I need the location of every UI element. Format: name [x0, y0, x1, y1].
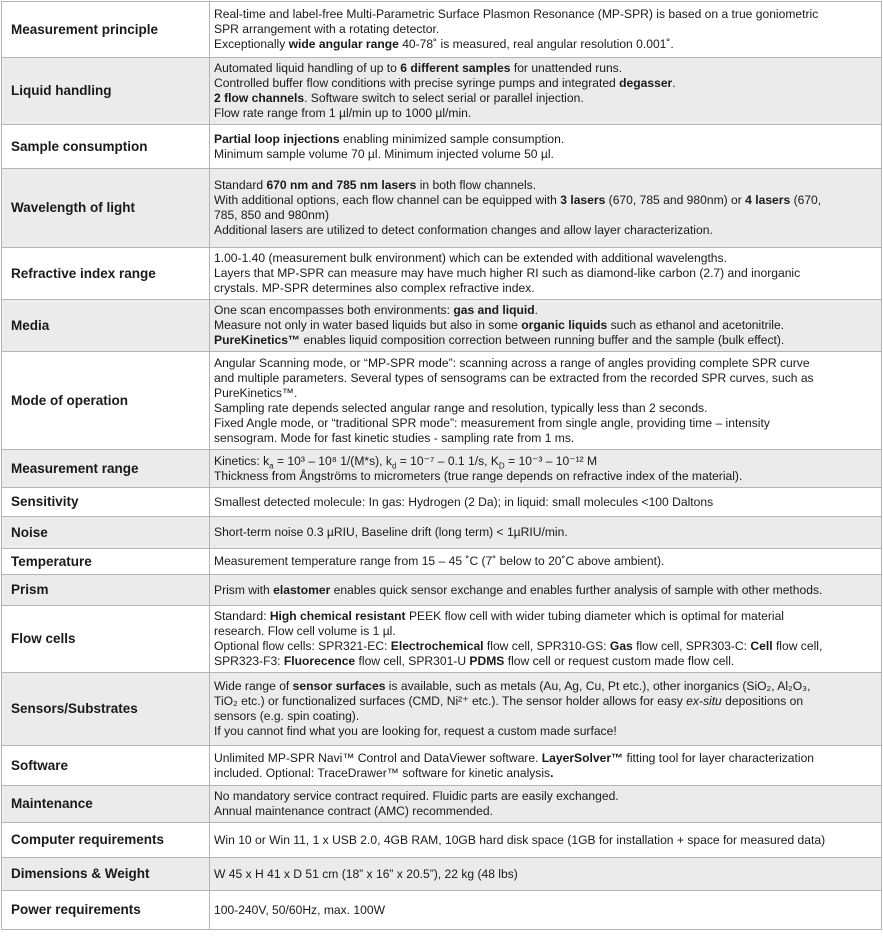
spec-row-liquid-handling	[2, 58, 882, 125]
spec-value	[210, 488, 882, 517]
spec-label: Power requirements	[2, 891, 210, 930]
spec-label: Flow cells	[2, 606, 210, 673]
spec-row-sensitivity	[2, 488, 882, 517]
text-segment: such as ethanol and acetonitrile.	[607, 318, 785, 332]
spec-label: Media	[2, 300, 210, 352]
spec-value-line	[214, 266, 875, 281]
spec-value	[210, 746, 882, 786]
text-segment: 100-240V, 50/60Hz, max. 100W	[214, 902, 385, 917]
spec-row-temperature	[2, 549, 882, 575]
text-segment: sensogram. Mode for fast kinetic studies - sampling rate from 1 ms.	[214, 430, 575, 445]
spec-value	[210, 606, 882, 673]
emphasis-text: Partial loop injections	[214, 131, 340, 146]
spec-value-line	[214, 903, 875, 918]
spec-value-line	[214, 106, 875, 121]
spec-value-line	[214, 91, 875, 106]
text-segment: = 10⁻⁷ – 0.1 1/s, K	[396, 453, 499, 468]
emphasis-text: 4 lasers	[745, 193, 791, 207]
text-segment: flow cell or request custom made flow cell.	[504, 654, 735, 668]
text-segment: Prism with	[214, 582, 274, 597]
spec-value-line	[214, 583, 875, 598]
spec-row-flow-cells	[2, 606, 882, 673]
emphasis-text: gas and liquid	[453, 303, 535, 317]
spec-value-line	[214, 431, 875, 446]
emphasis-text: elastomer	[273, 582, 331, 597]
emphasis-text: wide angular range	[288, 37, 399, 51]
spec-label: Sample consumption	[2, 125, 210, 169]
text-segment: is available, such as metals (Au, Ag, Cu, Pt etc.), other inorganics (SiO₂, Al₂O₃,	[385, 679, 811, 693]
text-segment: fitting tool for layer characterization	[623, 750, 815, 765]
text-segment: crystals. MP-SPR determines also complex refractive index.	[214, 281, 535, 295]
text-segment: included. Optional: TraceDrawer™ software for kinetic analysis	[214, 765, 551, 780]
spec-value-line	[214, 193, 875, 208]
spec-label: Dimensions & Weight	[2, 858, 210, 891]
spec-value-line	[214, 804, 875, 819]
spec-value	[210, 248, 882, 300]
spec-value-line	[214, 356, 875, 371]
text-segment: flow cell,	[772, 639, 823, 653]
text-segment: Controlled buffer flow conditions with precise syringe pumps and integrated	[214, 76, 620, 90]
spec-value	[210, 549, 882, 575]
text-segment: Measure not only in water based liquids but also in some	[214, 318, 522, 332]
spec-row-media	[2, 300, 882, 352]
emphasis-text: sensor surfaces	[292, 679, 386, 693]
spec-row-measurement-range	[2, 450, 882, 488]
subscript-text: a	[269, 460, 274, 470]
spec-label: Refractive index range	[2, 248, 210, 300]
spec-row-mode-of-operation	[2, 352, 882, 450]
spec-label: Measurement range	[2, 450, 210, 488]
spec-value-line	[214, 554, 875, 569]
text-segment: Measurement temperature range from 15 – 45 ˚C (7˚ below to 20˚C above ambient).	[214, 554, 665, 568]
text-segment: .	[672, 76, 676, 90]
text-segment: Exceptionally	[214, 37, 289, 51]
spec-label: Noise	[2, 517, 210, 549]
emphasis-text: High chemical resistant	[269, 609, 406, 623]
spec-value	[210, 169, 882, 248]
spec-value-line	[214, 147, 875, 162]
emphasis-text: 670 nm and 785 nm lasers	[266, 178, 417, 192]
italic-text: ex-situ	[686, 694, 722, 708]
spec-value	[210, 300, 882, 352]
text-segment: Annual maintenance contract (AMC) recommended.	[214, 804, 493, 818]
spec-label: Maintenance	[2, 786, 210, 823]
spec-value	[210, 786, 882, 823]
spec-row-software	[2, 746, 882, 786]
text-segment: = 10⁻³ – 10⁻¹² M	[504, 453, 598, 468]
subscript-text: D	[498, 460, 505, 470]
text-segment: Standard	[214, 178, 267, 192]
text-segment: No mandatory service contract required. Fluidic parts are easily exchanged.	[214, 789, 619, 803]
spec-row-sample-consumption	[2, 125, 882, 169]
text-segment: Standard:	[214, 609, 270, 623]
spec-row-prism	[2, 575, 882, 606]
spec-label: Computer requirements	[2, 823, 210, 858]
spec-label: Software	[2, 746, 210, 786]
text-segment: sensors (e.g. spin coating).	[214, 709, 360, 723]
text-segment: flow cell, SPR310-GS:	[483, 639, 610, 653]
emphasis-text: organic liquids	[521, 318, 608, 332]
text-segment: .	[534, 303, 539, 317]
emphasis-text: LayerSolver™	[541, 750, 624, 765]
text-segment: One scan encompasses both environments:	[214, 303, 454, 317]
specifications-body	[2, 2, 882, 930]
spec-value-line	[214, 132, 875, 147]
spec-row-sensors-substrates	[2, 673, 882, 746]
text-segment: Sampling rate depends selected angular range and resolution, typically less than 2 seconds.	[214, 400, 708, 415]
text-segment: and multiple parameters. Several types of sensograms can be extracted from the recorded SPR curves, such as	[214, 370, 814, 385]
spec-label: Sensors/Substrates	[2, 673, 210, 746]
emphasis-text: 6 different samples	[400, 61, 511, 75]
text-segment: enabling minimized sample consumption.	[339, 131, 565, 146]
text-segment: W 45 x H 41 x D 51 cm (18” x 16” x 20.5”), 22 kg (48 lbs)	[214, 866, 518, 881]
text-segment: Minimum sample volume 70 µl. Minimum injected volume 50 µl.	[214, 146, 554, 161]
spec-value-line	[214, 318, 875, 333]
spec-row-dimensions-weight	[2, 858, 882, 891]
text-segment: for unattended runs.	[510, 61, 623, 75]
text-segment: PureKinetics™.	[214, 385, 298, 400]
spec-value	[210, 58, 882, 125]
spec-value-line	[214, 694, 875, 709]
text-segment: Fixed Angle mode, or “traditional SPR mode”: measurement from single angle, providing time – intensity	[214, 415, 770, 430]
emphasis-text: degasser	[619, 76, 673, 90]
spec-value-line	[214, 469, 875, 484]
spec-label: Wavelength of light	[2, 169, 210, 248]
emphasis-text: Gas	[609, 639, 633, 653]
spec-value-line	[214, 7, 875, 22]
spec-value-line	[214, 386, 875, 401]
text-segment: 1.00-1.40 (measurement bulk environment) which can be extended with additional wavelengths.	[214, 251, 727, 265]
spec-value-line	[214, 624, 875, 639]
spec-value-line	[214, 303, 875, 318]
text-segment: Angular Scanning mode, or “MP-SPR mode”: scanning across a range of angles providing complete SPR curve	[214, 355, 810, 370]
text-segment: Real-time and label-free Multi-Parametric Surface Plasmon Resonance (MP-SPR) is based on a true goniometric	[214, 7, 819, 21]
spec-label: Liquid handling	[2, 58, 210, 125]
spec-row-wavelength-of-light	[2, 169, 882, 248]
spec-value-line	[214, 22, 875, 37]
spec-value-line	[214, 525, 875, 540]
emphasis-text: PureKinetics™	[214, 333, 301, 347]
text-segment: SPR323-F3:	[214, 654, 284, 668]
spec-row-power-requirements	[2, 891, 882, 930]
text-segment: enables quick sensor exchange and enables further analysis of sample with other methods.	[330, 582, 823, 597]
spec-value-line	[214, 766, 875, 781]
subscript-text: d	[391, 460, 397, 470]
spec-value-line	[214, 208, 875, 223]
spec-value-line	[214, 37, 875, 52]
text-segment: in both flow channels.	[416, 178, 537, 192]
text-segment: flow cell, SPR303-C:	[632, 639, 751, 653]
emphasis-text: .	[550, 765, 554, 780]
text-segment: Smallest detected molecule: In gas: Hydrogen (2 Da); in liquid: small molecules <100 Daltons	[214, 494, 714, 509]
emphasis-text: PDMS	[469, 654, 505, 668]
spec-label: Sensitivity	[2, 488, 210, 517]
spec-value-line	[214, 867, 875, 882]
spec-value	[210, 517, 882, 549]
spec-value	[210, 352, 882, 450]
text-segment: (670,	[790, 193, 822, 207]
text-segment: = 10³ – 10⁸ 1/(M*s), k	[273, 453, 392, 468]
spec-value-line	[214, 789, 875, 804]
spec-value	[210, 450, 882, 488]
text-segment: PEEK flow cell with wider tubing diameter which is optimal for material	[405, 609, 784, 623]
spec-value	[210, 891, 882, 930]
emphasis-text: 2 flow channels	[214, 91, 305, 105]
text-segment: depositions on	[721, 694, 804, 708]
text-segment: Optional flow cells: SPR321-EC:	[214, 639, 391, 653]
spec-value-line	[214, 833, 875, 848]
spec-value-line	[214, 61, 875, 76]
spec-value-line	[214, 333, 875, 348]
spec-row-refractive-index-range	[2, 248, 882, 300]
spec-label: Measurement principle	[2, 2, 210, 58]
spec-value-line	[214, 679, 875, 694]
spec-label: Temperature	[2, 549, 210, 575]
spec-value-line	[214, 724, 875, 739]
emphasis-text: 3 lasers	[560, 193, 606, 207]
spec-value	[210, 575, 882, 606]
text-segment: Win 10 or Win 11, 1 x USB 2.0, 4GB RAM, 10GB hard disk space (1GB for installation + space for measured data)	[214, 832, 826, 847]
spec-value-line	[214, 416, 875, 431]
text-segment: (670, 785 and 980nm) or	[605, 193, 746, 207]
spec-value-line	[214, 401, 875, 416]
spec-value-line	[214, 178, 875, 193]
text-segment: Thickness from Ångströms to micrometers (true range depends on refractive index of the material).	[214, 468, 743, 483]
spec-value	[210, 125, 882, 169]
text-segment: Kinetics: k	[214, 453, 270, 468]
spec-value-line	[214, 223, 875, 238]
emphasis-text: Electrochemical	[390, 639, 484, 653]
spec-row-computer-requirements	[2, 823, 882, 858]
spec-value-line	[214, 654, 875, 669]
spec-row-maintenance	[2, 786, 882, 823]
spec-value-line	[214, 371, 875, 386]
spec-value-line	[214, 251, 875, 266]
spec-value-line	[214, 495, 875, 510]
text-segment: . Software switch to select serial or parallel injection.	[304, 91, 584, 105]
spec-value	[210, 673, 882, 746]
text-segment: SPR arrangement with a rotating detector.	[214, 22, 440, 36]
spec-value-line	[214, 76, 875, 91]
text-segment: Flow rate range from 1 µl/min up to 1000 µl/min.	[214, 106, 472, 120]
specifications-table	[1, 1, 882, 930]
text-segment: Layers that MP-SPR can measure may have much higher RI such as diamond-like carbon (2.7) and inorganic	[214, 266, 801, 280]
spec-label: Prism	[2, 575, 210, 606]
spec-row-measurement-principle	[2, 2, 882, 58]
spec-value-line	[214, 709, 875, 724]
spec-row-noise	[2, 517, 882, 549]
text-segment: Additional lasers are utilized to detect conformation changes and allow layer characterization.	[214, 223, 713, 237]
text-segment: TiO₂ etc.) or functionalized surfaces (CMD, Ni²⁺ etc.). The sensor holder allows for easy	[214, 694, 687, 708]
spec-label: Mode of operation	[2, 352, 210, 450]
text-segment: Wide range of	[214, 679, 293, 693]
spec-value	[210, 858, 882, 891]
text-segment: If you cannot find what you are looking for, request a custom made surface!	[214, 724, 617, 738]
emphasis-text: Fluorecence	[283, 654, 356, 668]
emphasis-text: Cell	[750, 639, 773, 653]
text-segment: 785, 850 and 980nm)	[214, 208, 329, 222]
spec-value-line	[214, 639, 875, 654]
text-segment: research. Flow cell volume is 1 µl.	[214, 624, 396, 638]
text-segment: Automated liquid handling of up to	[214, 61, 401, 75]
text-segment: Unlimited MP-SPR Navi™ Control and DataViewer software.	[214, 750, 542, 765]
spec-value-line	[214, 454, 875, 469]
text-segment: 40-78˚ is measured, real angular resolution 0.001˚.	[398, 37, 674, 51]
spec-value-line	[214, 751, 875, 766]
text-segment: flow cell, SPR301-U	[355, 654, 470, 668]
spec-value-line	[214, 609, 875, 624]
spec-value-line	[214, 281, 875, 296]
text-segment: Short-term noise 0.3 µRIU, Baseline drift (long term) < 1µRIU/min.	[214, 525, 568, 539]
text-segment: enables liquid composition correction between running buffer and the sample (bulk effect).	[300, 333, 785, 347]
text-segment: With additional options, each flow channel can be equipped with	[214, 193, 561, 207]
spec-value	[210, 2, 882, 58]
spec-value	[210, 823, 882, 858]
